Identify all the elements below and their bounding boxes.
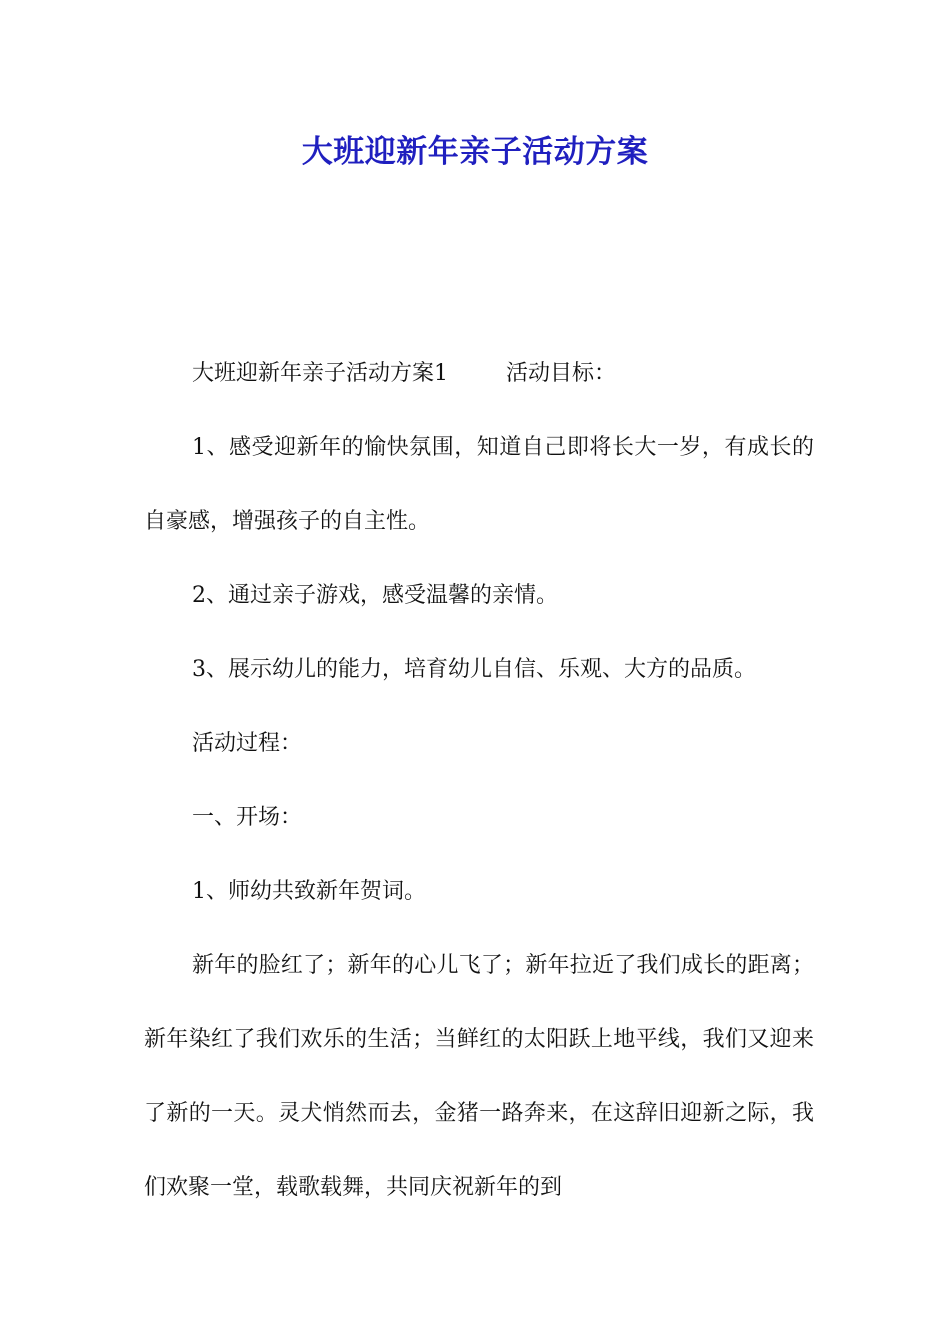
document-title: 大班迎新年亲子活动方案 <box>301 134 649 170</box>
paragraph-opening-step-1: 1、师幼共致新年贺词。 <box>192 879 426 904</box>
paragraph-new-year-greeting: 新年的脸红了；新年的心儿飞了；新年拉近了我们成长的距离；新年染红了我们欢乐的生活；当鲜红的太阳跃上地平线，我们又迎来了新的一天。灵犬悄然而去，金猪一路奔来，在这辞旧迎新之际，我们欢聚一堂，载歌载舞，共同庆祝新年的到 <box>144 953 814 1200</box>
paragraph-goal-1: 1、感受迎新年的愉快氛围，知道自己即将长大一岁，有成长的自豪感，增强孩子的自主性。 <box>144 435 814 534</box>
paragraph-goal-2: 2、通过亲子游戏，感受温馨的亲情。 <box>192 583 558 608</box>
paragraph-process-heading: 活动过程： <box>192 731 303 756</box>
paragraph-plan-heading <box>144 337 814 411</box>
paragraph-goal-3: 3、展示幼儿的能力，培育幼儿自信、乐观、大方的品质。 <box>192 657 756 682</box>
paragraph-opening-heading: 一、开场： <box>192 805 303 830</box>
plan-heading-text: 大班迎新年亲子活动方案1 <box>192 361 448 386</box>
document-body <box>144 337 814 1225</box>
goals-heading-text: 活动目标： <box>506 361 617 386</box>
